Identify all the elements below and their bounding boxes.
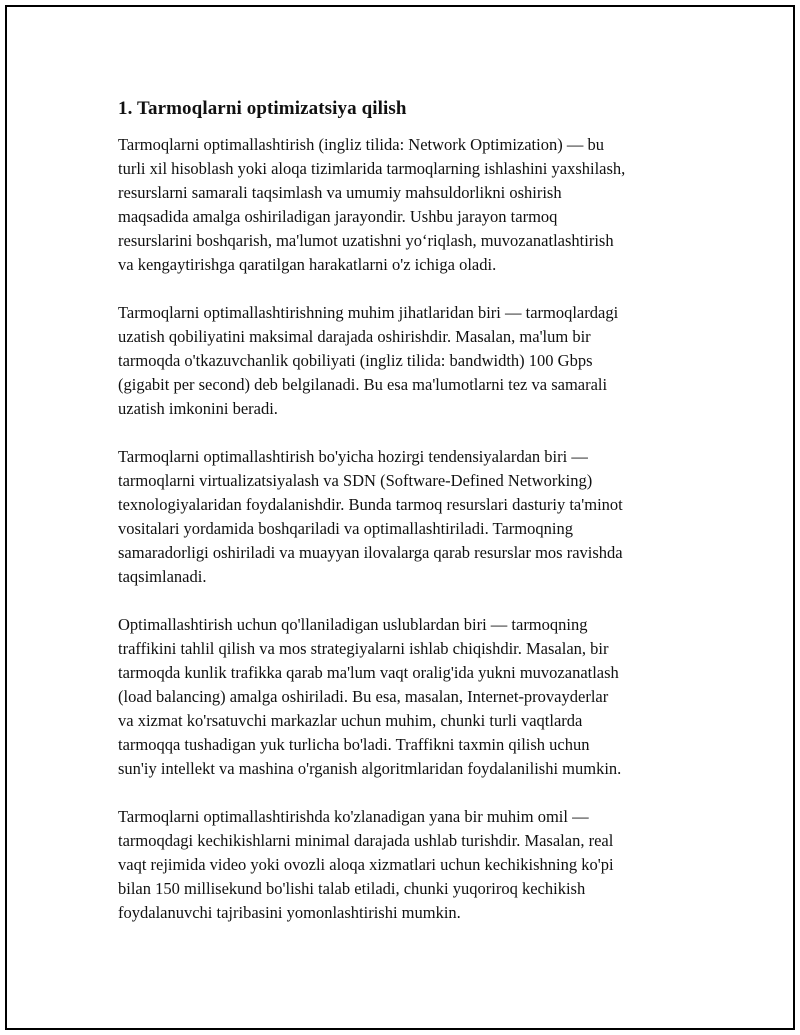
paragraph-3: Tarmoqlarni optimallashtirish bo'yicha hozirgi tendensiyalardan biri — tarmoqlarni virtualizatsiyalash va SDN (Software-Defined Networking) texnologiyalaridan foydalanishdir. Bunda tarmoq resurslari dasturiy ta'minot vositalari yordamida boshqariladi va optimallashtiriladi. Tarmoqning samaradorligi oshiriladi va muayyan ilovalarga qarab resurslar mos ravishda taqsimlanadi. — [118, 447, 623, 586]
page-frame — [5, 5, 795, 1030]
document-body — [118, 97, 698, 949]
paragraph-1: Tarmoqlarni optimallashtirish (ingliz tilida: Network Optimization) — bu turli xil hisoblash yoki aloqa tizimlarida tarmoqlarning ishlashini yaxshilash, resurslarni samarali taqsimlash va umumiy mahsuldorlikni oshirish maqsadida amalga oshiriladigan jarayondir. Ushbu jarayon tarmoq resurslarini boshqarish, ma'lumot uzatishni yo‘riqlash, muvozanatlashtirish va kengaytirishga qaratilgan harakatlarni o'z ichiga oladi. — [118, 135, 626, 274]
paragraph-4: Optimallashtirish uchun qo'llaniladigan uslublardan biri — tarmoqning traffikini tahlil qilish va mos strategiyalarni ishlab chiqishdir. Masalan, bir tarmoqda kunlik trafikka qarab ma'lum vaqt oralig'ida yukni muvozanatlash (load balancing) amalga oshiriladi. Bu esa, masalan, Internet-provayderlar va xizmat ko'rsatuvchi markazlar uchun muhim, chunki turli vaqtlarda tarmoqqa tushadigan yuk turlicha bo'ladi. Traffikni taxmin qilish uchun sun'iy intellekt va mashina o'rganish algoritmlaridan foydalanilishi mumkin. — [118, 615, 622, 778]
paragraph-2: Tarmoqlarni optimallashtirishning muhim jihatlaridan biri — tarmoqlardagi uzatish qobiliyatini maksimal darajada oshirishdir. Masalan, ma'lum bir tarmoqda o'tkazuvchanlik qobiliyati (ingliz tilida: bandwidth) 100 Gbps (gigabit per second) deb belgilanadi. Bu esa ma'lumotlarni tez va samarali uzatish imkonini beradi. — [118, 303, 619, 418]
paragraph-5: Tarmoqlarni optimallashtirishda ko'zlanadigan yana bir muhim omil — tarmoqdagi kechikishlarni minimal darajada ushlab turishdir. Masalan, real vaqt rejimida video yoki ovozli aloqa xizmatlari uchun kechikishning ko'pi bilan 150 millisekund bo'lishi talab etiladi, chunki yuqoriroq kechikish foydalanuvchi tajribasini yomonlashtirishi mumkin. — [118, 807, 614, 922]
section-title: 1. Tarmoqlarni optimizatsiya qilish — [118, 98, 407, 119]
